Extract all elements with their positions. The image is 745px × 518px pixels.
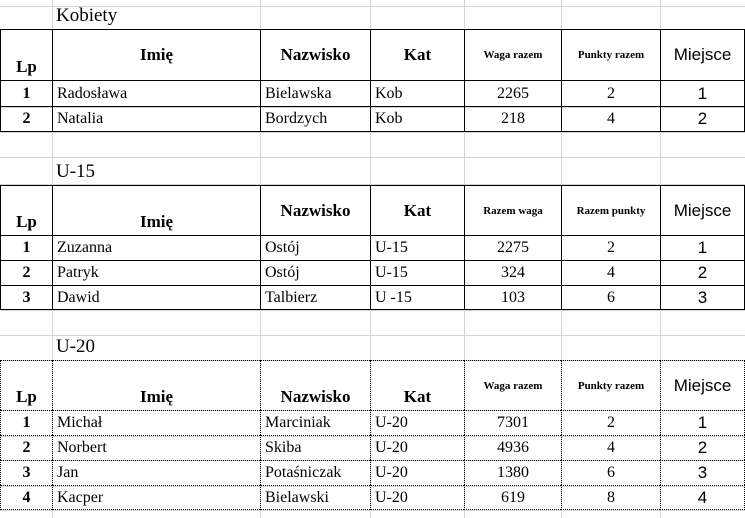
header-miejsce: Miejsce	[660, 360, 745, 410]
section-title: Kobiety	[56, 6, 118, 26]
cell-waga[interactable]: 619	[464, 485, 561, 510]
cell-miejsce[interactable]: 1	[660, 410, 745, 435]
cell-lp[interactable]: 1	[0, 80, 52, 106]
cell-imie[interactable]: Patryk	[52, 260, 260, 285]
cell-punkty[interactable]: 4	[561, 106, 660, 132]
header-lp: Lp	[0, 29, 52, 80]
cell-waga[interactable]: 1380	[464, 460, 561, 485]
cell-miejsce[interactable]: 2	[660, 260, 745, 285]
cell-punkty[interactable]: 2	[561, 235, 660, 260]
cell-imie[interactable]: Dawid	[52, 285, 260, 310]
cell-nazwisko[interactable]: Talbierz	[260, 285, 370, 310]
cell-nazwisko[interactable]: Bielawska	[260, 80, 370, 106]
section-title: U-15	[56, 161, 96, 182]
cell-miejsce[interactable]: 2	[660, 435, 745, 460]
cell-nazwisko[interactable]: Bielawski	[260, 485, 370, 510]
header-nazwisko: Nazwisko	[260, 185, 370, 235]
cell-kat[interactable]: U-20	[370, 460, 464, 485]
header-punkty: Razem punkty	[561, 185, 660, 235]
header-miejsce: Miejsce	[660, 29, 745, 80]
cell-miejsce[interactable]: 3	[660, 285, 745, 310]
header-imie: Imię	[52, 360, 260, 410]
cell-miejsce[interactable]: 4	[660, 485, 745, 510]
cell-nazwisko[interactable]: Ostój	[260, 260, 370, 285]
cell-punkty[interactable]: 8	[561, 485, 660, 510]
cell-waga[interactable]: 4936	[464, 435, 561, 460]
grid-row-line	[0, 510, 745, 511]
cell-punkty[interactable]: 6	[561, 460, 660, 485]
header-imie: Imię	[52, 29, 260, 80]
header-punkty: Punkty razem	[561, 29, 660, 80]
cell-kat[interactable]: Kob	[370, 80, 464, 106]
header-imie: Imię	[52, 185, 260, 235]
cell-nazwisko[interactable]: Ostój	[260, 235, 370, 260]
cell-imie[interactable]: Jan	[52, 460, 260, 485]
cell-waga[interactable]: 218	[464, 106, 561, 132]
cell-imie[interactable]: Norbert	[52, 435, 260, 460]
header-waga: Waga razem	[464, 29, 561, 80]
cell-kat[interactable]: U-20	[370, 410, 464, 435]
cell-nazwisko[interactable]: Marciniak	[260, 410, 370, 435]
cell-kat[interactable]: U-20	[370, 485, 464, 510]
cell-lp[interactable]: 4	[0, 485, 52, 510]
section-title: U-20	[56, 336, 96, 357]
cell-waga[interactable]: 7301	[464, 410, 561, 435]
header-kat: Kat	[370, 185, 464, 235]
cell-punkty[interactable]: 2	[561, 80, 660, 106]
cell-waga[interactable]: 2275	[464, 235, 561, 260]
cell-punkty[interactable]: 4	[561, 435, 660, 460]
header-kat: Kat	[370, 29, 464, 80]
header-lp: Lp	[0, 185, 52, 235]
header-lp: Lp	[0, 360, 52, 410]
grid-row-line	[0, 132, 745, 133]
cell-lp[interactable]: 3	[0, 285, 52, 310]
cell-lp[interactable]: 2	[0, 260, 52, 285]
cell-waga[interactable]: 2265	[464, 80, 561, 106]
cell-miejsce[interactable]: 2	[660, 106, 745, 132]
cell-waga[interactable]: 103	[464, 285, 561, 310]
cell-punkty[interactable]: 6	[561, 285, 660, 310]
cell-miejsce[interactable]: 3	[660, 460, 745, 485]
cell-imie[interactable]: Natalia	[52, 106, 260, 132]
cell-kat[interactable]: U -15	[370, 285, 464, 310]
cell-lp[interactable]: 1	[0, 410, 52, 435]
header-waga: Razem waga	[464, 185, 561, 235]
grid-row-line	[0, 310, 745, 311]
header-miejsce: Miejsce	[660, 185, 745, 235]
cell-miejsce[interactable]: 1	[660, 235, 745, 260]
header-nazwisko: Nazwisko	[260, 360, 370, 410]
header-punkty: Punkty razem	[561, 360, 660, 410]
cell-kat[interactable]: Kob	[370, 106, 464, 132]
cell-kat[interactable]: U-15	[370, 260, 464, 285]
cell-imie[interactable]: Radosława	[52, 80, 260, 106]
cell-lp[interactable]: 1	[0, 235, 52, 260]
cell-imie[interactable]: Kacper	[52, 485, 260, 510]
cell-nazwisko[interactable]: Skiba	[260, 435, 370, 460]
cell-nazwisko[interactable]: Potaśniczak	[260, 460, 370, 485]
header-nazwisko: Nazwisko	[260, 29, 370, 80]
cell-nazwisko[interactable]: Bordzych	[260, 106, 370, 132]
cell-lp[interactable]: 2	[0, 435, 52, 460]
cell-kat[interactable]: U-15	[370, 235, 464, 260]
cell-kat[interactable]: U-20	[370, 435, 464, 460]
cell-punkty[interactable]: 2	[561, 410, 660, 435]
cell-imie[interactable]: Michał	[52, 410, 260, 435]
grid-row-line	[0, 157, 745, 158]
header-waga: Waga razem	[464, 360, 561, 410]
cell-lp[interactable]: 2	[0, 106, 52, 132]
cell-lp[interactable]: 3	[0, 460, 52, 485]
cell-punkty[interactable]: 4	[561, 260, 660, 285]
cell-miejsce[interactable]: 1	[660, 80, 745, 106]
cell-waga[interactable]: 324	[464, 260, 561, 285]
cell-imie[interactable]: Zuzanna	[52, 235, 260, 260]
header-kat: Kat	[370, 360, 464, 410]
